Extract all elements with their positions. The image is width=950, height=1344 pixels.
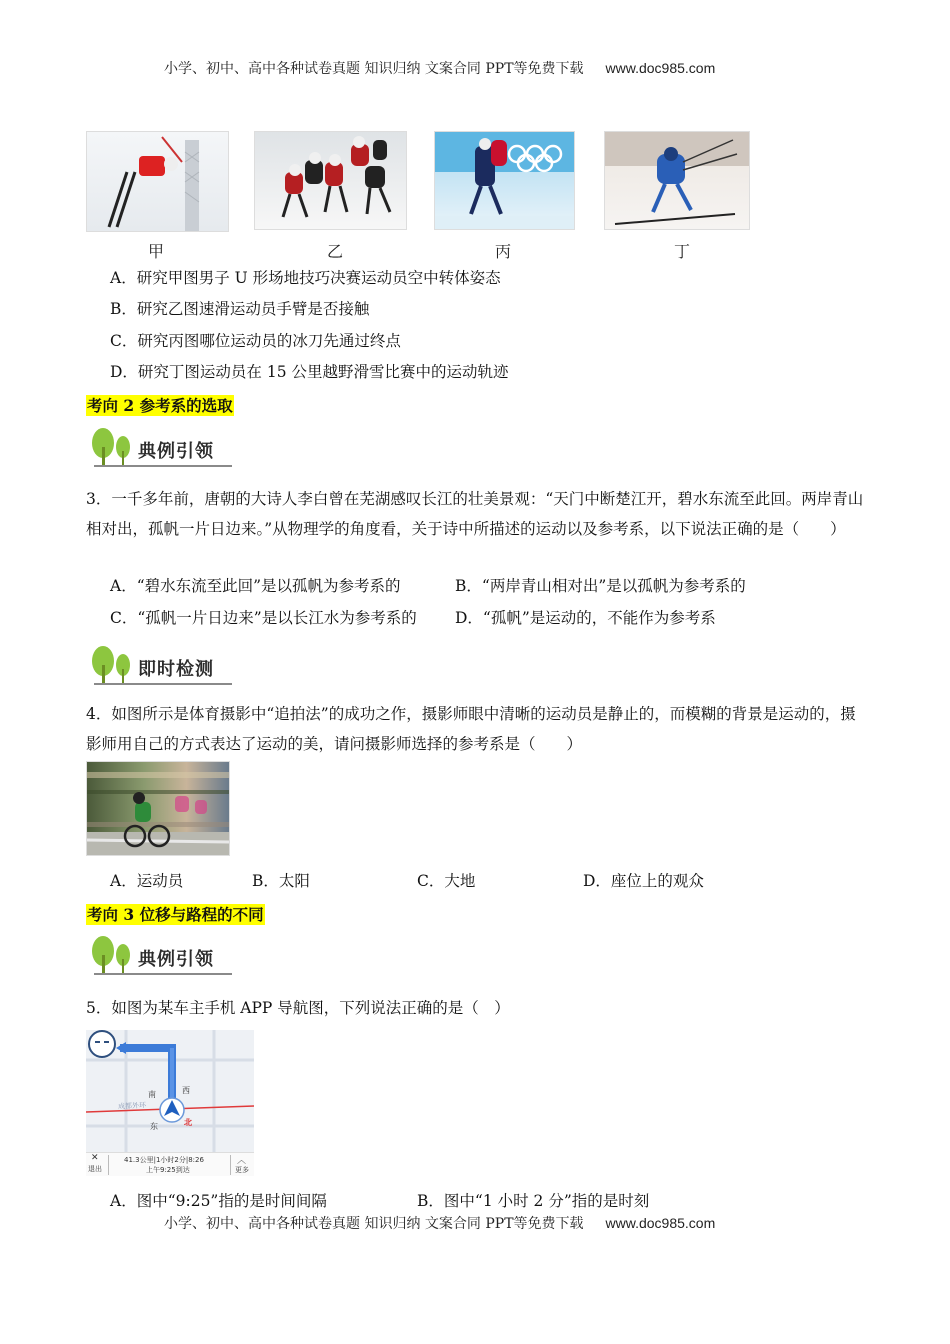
- banner-example-2: [86, 935, 236, 979]
- map-label-north: 北: [184, 1118, 192, 1127]
- q3-option-b: B．“两岸青山相对出”是以孤帆为参考系的: [455, 577, 746, 595]
- exit-label: 退出: [88, 1165, 102, 1173]
- footer-text: 小学、初中、高中各种试卷真题 知识归纳 文案合同 PPT等免费下载: [164, 1216, 584, 1232]
- banner-underline: [94, 465, 232, 467]
- exit-close-icon[interactable]: ✕: [91, 1153, 99, 1163]
- section-2-title: [86, 394, 234, 416]
- photo-bing-finish-line: [434, 131, 575, 230]
- q2-option-b: B．研究乙图速滑运动员手臂是否接触: [110, 300, 370, 318]
- q5-option-b: B．图中“1 小时 2 分”指的是时刻: [417, 1192, 650, 1210]
- footer-url: www.doc985.com: [605, 1215, 716, 1231]
- q3-option-d: D．“孤帆”是运动的，不能作为参考系: [455, 609, 716, 627]
- route-info-line2: 上午9:25到达: [146, 1166, 190, 1174]
- page-footer: [164, 1213, 715, 1233]
- q4-option-b: B．太阳: [252, 872, 310, 890]
- photo-jia-ski-jump: [86, 131, 229, 232]
- banner-example-1: [86, 427, 236, 471]
- q4-option-c: C．大地: [417, 872, 476, 890]
- tree-icon: [88, 645, 136, 685]
- route-info-line1: 41.3公里|1小时2分|8:26: [124, 1156, 204, 1164]
- header-url: www.doc985.com: [605, 60, 716, 76]
- more-label: 更多: [235, 1166, 249, 1174]
- photo-cyclist-panning: [86, 761, 230, 856]
- nav-map-image: [86, 1030, 254, 1176]
- divider: [108, 1155, 109, 1175]
- q4-option-d: D．座位上的观众: [583, 872, 704, 890]
- q3-option-c: C．“孤帆一片日边来”是以长江水为参考系的: [110, 609, 417, 627]
- q3-stem: 3．一千多年前，唐朝的大诗人李白曾在芜湖感叹长江的壮美景观：“天门中断楚江开，碧水东流至此回。两岸青山相对出，孤帆一片日边来。”从物理学的角度看，关于诗中所描述的运动以及参考系，以下说法正确的是（ ）: [86, 490, 864, 538]
- tree-icon: [88, 935, 136, 975]
- banner-example-2-label: 典例引领: [138, 949, 214, 970]
- header-text: 小学、初中、高中各种试卷真题 知识归纳 文案合同 PPT等免费下载: [164, 61, 584, 77]
- banner-check-label: 即时检测: [138, 659, 214, 680]
- photo-yi-speed-skating: [254, 131, 407, 230]
- page-header: [164, 58, 715, 78]
- banner-underline: [94, 973, 232, 975]
- banner-underline: [94, 683, 232, 685]
- q2-option-d: D．研究丁图运动员在 15 公里越野滑雪比赛中的运动轨迹: [110, 363, 509, 381]
- map-label-west: 西: [182, 1086, 190, 1095]
- q4-stem: 4．如图所示是体育摄影中“追拍法”的成功之作，摄影师眼中清晰的运动员是静止的，而模糊的背景是运动的，摄影师用自己的方式表达了运动的美，请问摄影师选择的参考系是（ ）: [86, 705, 856, 753]
- photo-ding-cross-country: [604, 131, 750, 230]
- more-chevron-up-icon[interactable]: ︿: [237, 1156, 247, 1166]
- section-2-title-text: 考向 2 参考系的选取: [87, 396, 233, 415]
- map-label-road: 成都外环: [117, 1101, 147, 1111]
- caption-yi: 乙: [327, 242, 344, 261]
- caption-jia: 甲: [148, 242, 165, 261]
- banner-check: [86, 645, 236, 689]
- nav-bottom-bar: [86, 1152, 254, 1176]
- section-3-title: [86, 903, 265, 925]
- tree-icon: [88, 427, 136, 467]
- banner-example-1-label: 典例引领: [138, 441, 214, 462]
- q2-option-c: C．研究丙图哪位运动员的冰刀先通过终点: [110, 332, 401, 350]
- caption-bing: 丙: [495, 242, 512, 261]
- q5-option-a: A．图中“9:25”指的是时间间隔: [110, 1192, 327, 1210]
- q2-option-a: A．研究甲图男子 U 形场地技巧决赛运动员空中转体姿态: [110, 269, 501, 287]
- q3-option-a: A．“碧水东流至此回”是以孤帆为参考系的: [110, 577, 401, 595]
- nav-map-svg: [86, 1030, 254, 1152]
- q5-stem: 5．如图为某车主手机 APP 导航图，下列说法正确的是（ ）: [86, 999, 510, 1017]
- divider: [230, 1155, 231, 1175]
- map-label-east: 东: [150, 1122, 158, 1131]
- map-label-south: 南: [148, 1090, 156, 1099]
- q4-option-a: A．运动员: [110, 872, 184, 890]
- section-3-title-text: 考向 3 位移与路程的不同: [87, 905, 264, 924]
- caption-ding: 丁: [674, 242, 691, 261]
